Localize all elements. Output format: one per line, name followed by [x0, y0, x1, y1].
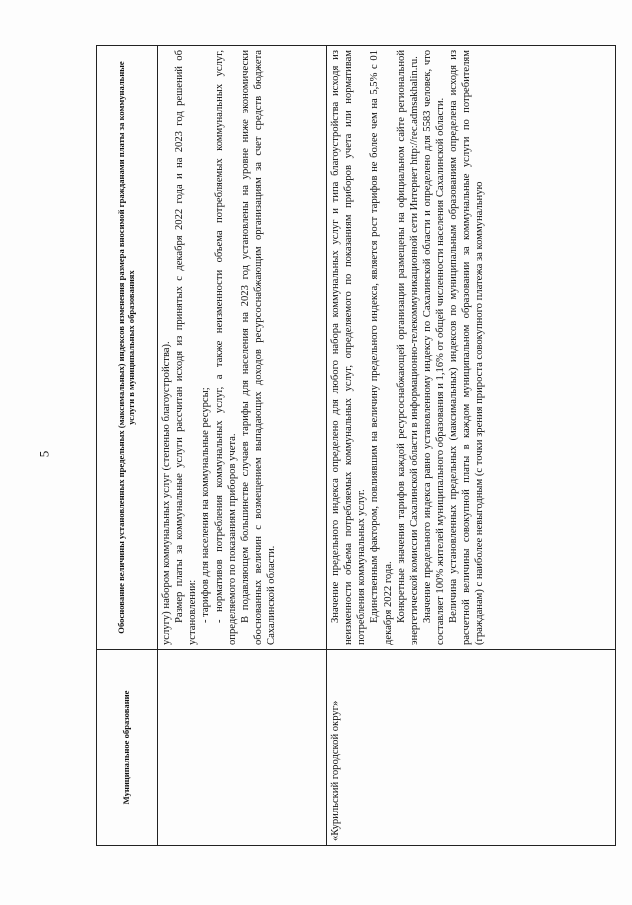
municipality-cell — [158, 650, 327, 846]
justification-cell — [158, 46, 327, 650]
rotated-table-area — [96, 46, 604, 846]
header-municipality: Муниципальное образование — [97, 650, 158, 846]
header-justification: Обоснование величины установленных предельных (максимальных) индексов изменения размера вносимой гражданами платы за коммунальные услуги в муниципальных образованиях — [97, 46, 158, 650]
table-row — [327, 46, 616, 846]
municipality-cell: «Курильский городской округ» — [327, 650, 616, 846]
table-header-row — [97, 46, 158, 846]
paragraph: Размер платы за коммунальные услуги рассчитан исходя из принятых с декабря 2022 года и на 2023 год решений об установлении: — [174, 50, 199, 645]
rotated-content — [96, 46, 604, 846]
paragraph: - нормативов потребления коммунальных услуг, а также неизменности объема потребляемых коммунальных услуг, определяемого по показаниям приборов учета. — [213, 50, 238, 645]
paragraph: Величина установленных предельных (максимальных) индексов по муниципальным образованиям определена исходя из расчетной величины совокупной платы в каждом муниципальном образовании за коммунальные услуги по потребителям (гражданам) с наиболее невыгодным (с точки зрения прироста совокупного платежа за коммунальную — [448, 50, 486, 645]
paragraph: Единственным фактором, повлиявшим на величину предельного индекса, является рост тарифов не более чем на 5,5% с 01 декабря 2022 года. — [369, 50, 394, 645]
paragraph: Конкретные значения тарифов каждой ресурсоснабжающей организации размещены на официальном сайте региональной энергетической комиссии Сахалинской области в информационно-телекоммуникационной сети Интернет http://rec.admsakhalin.ru. — [395, 50, 420, 645]
page-number: 5 — [36, 450, 52, 458]
justification-cell — [327, 46, 616, 650]
paragraph: - тарифов для населения на коммунальные ресурсы; — [200, 387, 212, 623]
table-row — [158, 46, 327, 846]
paragraph: Значение предельного индекса равно установленному индексу по Сахалинской области и определено для 5583 человек, что составляет 100% жителей муниципального образования и 1,16% от общей численности населения Сахалинской области. — [421, 50, 446, 645]
paragraph: услугу) набором коммунальных услуг (степенью благоустройства). — [161, 341, 172, 645]
paragraph: Значение предельного индекса определено для любого набора коммунальных услуг и типа благоустройства исходя из неизменности объема потребляемых коммунальных услуг, определяемого по показаниям приборов учета или нормативам потребления коммунальных услуг. — [330, 50, 368, 645]
paragraph: В подавляющем большинстве случаев тарифы для населения на 2023 год установлены на уровне ниже экономически обоснованных величин с возмещением выпадающих доходов ресурсоснабжающим организациям за счет средств бюджета Сахалинской области. — [239, 50, 277, 645]
justification-table — [96, 45, 616, 846]
